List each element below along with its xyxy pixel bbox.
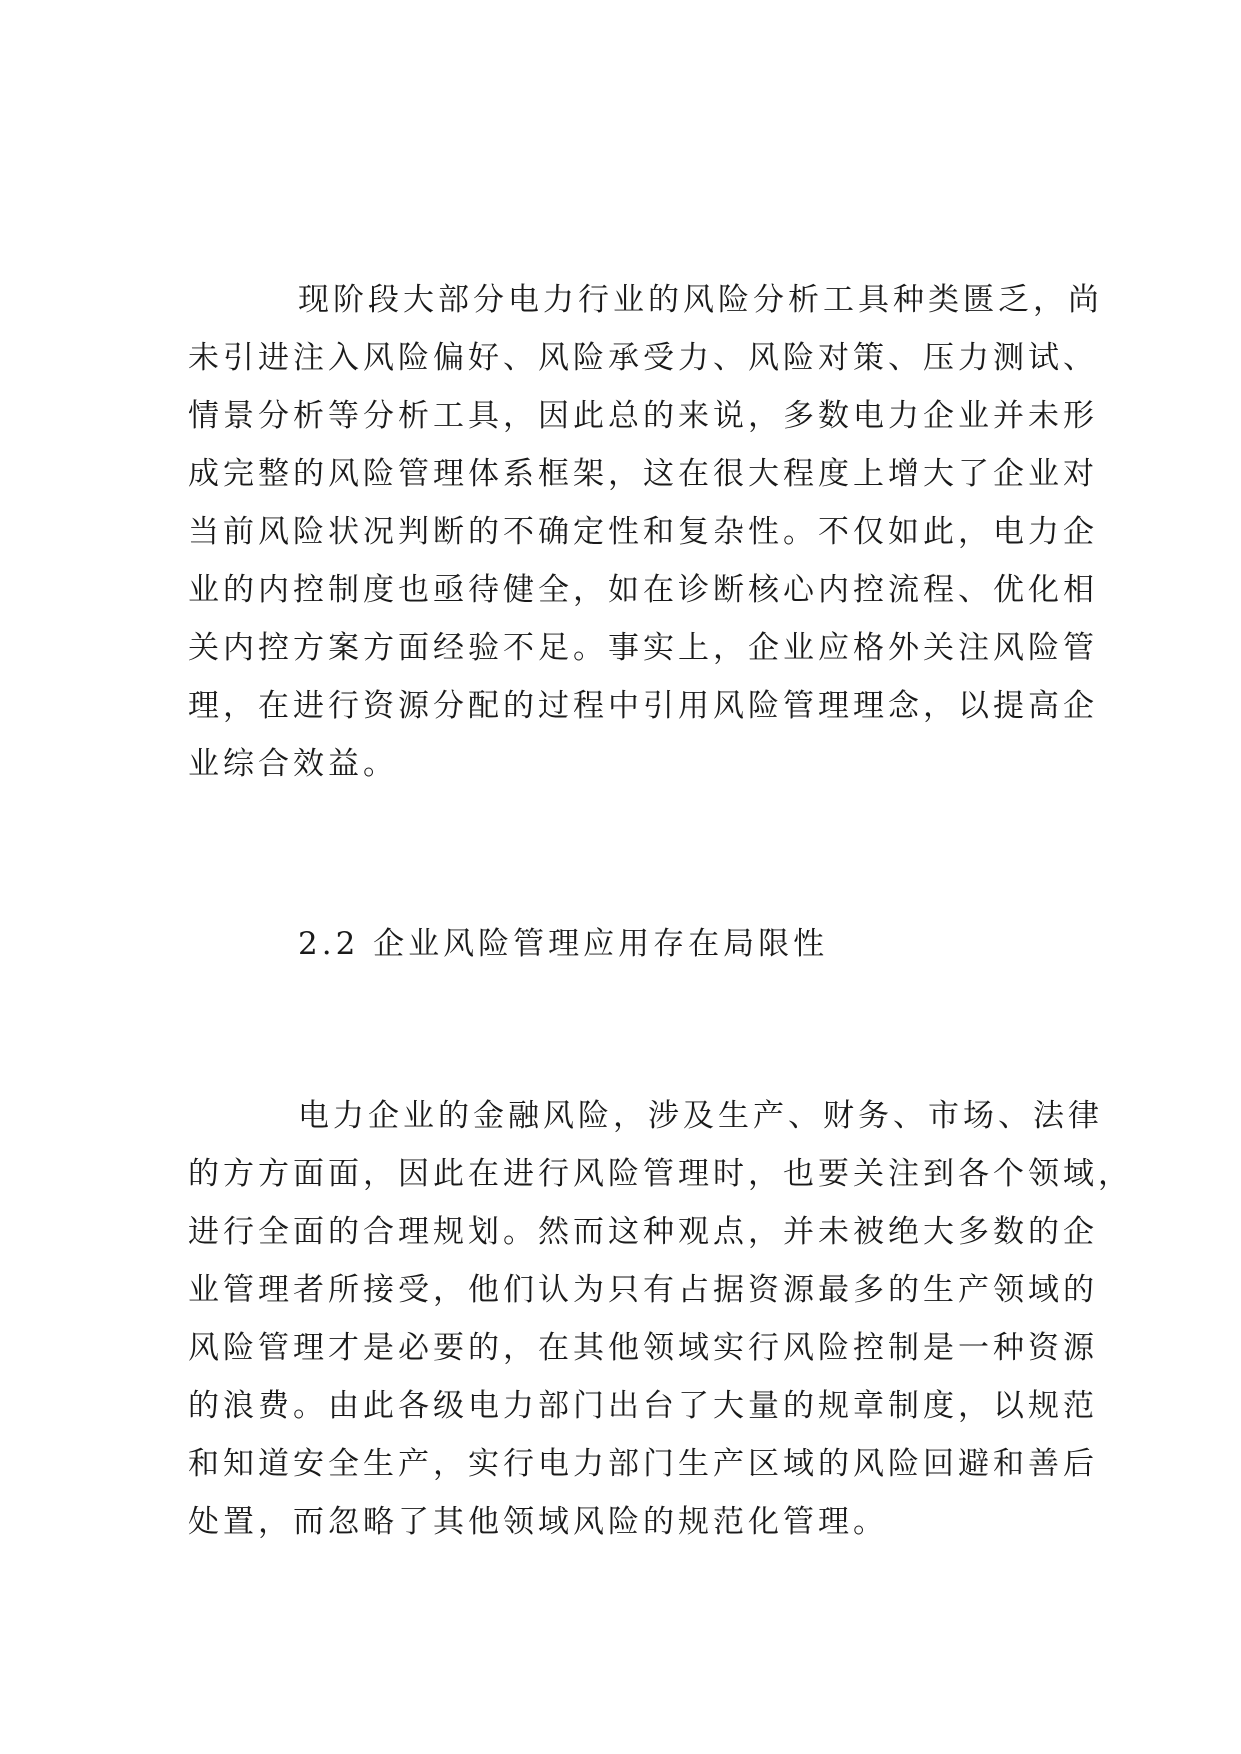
paragraph-line: 处置，而忽略了其他领域风险的规范化管理。 bbox=[188, 1504, 888, 1540]
paragraph-risk-tools bbox=[188, 271, 1103, 793]
paragraph-line: 理，在进行资源分配的过程中引用风险管理理念，以提高企 bbox=[188, 688, 1098, 724]
section-heading: 2.2 企业风险管理应用存在局限性 bbox=[298, 926, 829, 962]
paragraph-line: 情景分析等分析工具，因此总的来说，多数电力企业并未形 bbox=[188, 398, 1098, 434]
paragraph-line: 业管理者所接受，他们认为只有占据资源最多的生产领域的 bbox=[188, 1272, 1098, 1308]
paragraph-line: 的浪费。由此各级电力部门出台了大量的规章制度，以规范 bbox=[188, 1388, 1098, 1424]
paragraph-line: 进行全面的合理规划。然而这种观点，并未被绝大多数的企 bbox=[188, 1214, 1098, 1250]
paragraph-line: 和知道安全生产，实行电力部门生产区域的风险回避和善后 bbox=[188, 1446, 1098, 1482]
paragraph-line: 当前风险状况判断的不确定性和复杂性。不仅如此，电力企 bbox=[188, 514, 1098, 550]
paragraph-line: 风险管理才是必要的，在其他领域实行风险控制是一种资源 bbox=[188, 1330, 1098, 1366]
paragraph-line: 现阶段大部分电力行业的风险分析工具种类匮乏，尚 bbox=[298, 282, 1103, 318]
paragraph-line: 业综合效益。 bbox=[188, 746, 398, 782]
paragraph-line: 未引进注入风险偏好、风险承受力、风险对策、压力测试、 bbox=[188, 340, 1098, 376]
paragraph-line: 关内控方案方面经验不足。事实上，企业应格外关注风险管 bbox=[188, 630, 1098, 666]
paragraph-line: 电力企业的金融风险，涉及生产、财务、市场、法律 bbox=[298, 1098, 1103, 1134]
paragraph-line: 的方方面面，因此在进行风险管理时，也要关注到各个领域， bbox=[188, 1156, 1133, 1192]
paragraph-financial-risk bbox=[188, 1087, 1133, 1551]
paragraph-line: 成完整的风险管理体系框架，这在很大程度上增大了企业对 bbox=[188, 456, 1098, 492]
paragraph-line: 业的内控制度也亟待健全，如在诊断核心内控流程、优化相 bbox=[188, 572, 1098, 608]
